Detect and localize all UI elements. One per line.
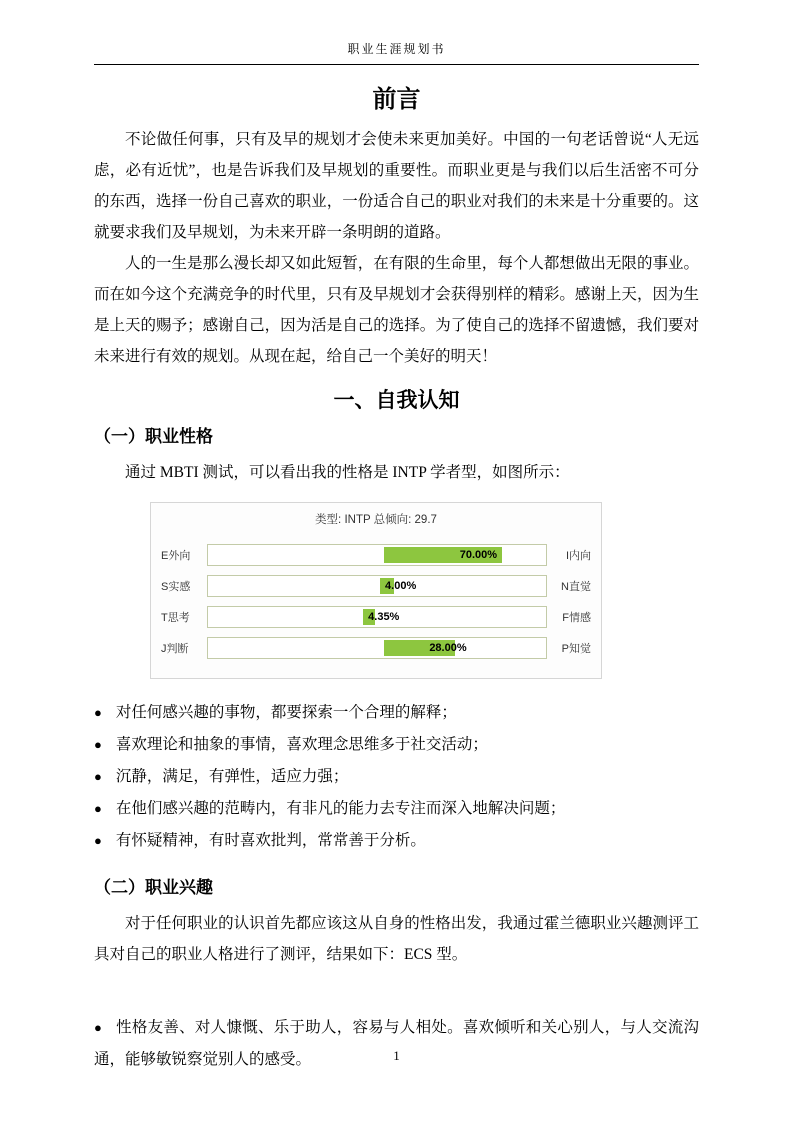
chart-bar-value: 70.00% bbox=[459, 549, 498, 561]
chart-row bbox=[161, 637, 591, 659]
bullet-text: 喜欢理论和抽象的事情，喜欢理念思维多于社交活动； bbox=[115, 736, 488, 753]
interest-paragraph: 对于任何职业的认识首先都应该这从自身的性格出发，我通过霍兰德职业兴趣测评工具对自己的职业人格进行了测评，结果如下：ECS 型。 bbox=[94, 915, 699, 963]
bullet-item bbox=[94, 729, 699, 761]
chart-bar-value: 4.35% bbox=[368, 611, 400, 623]
chart-row bbox=[161, 575, 591, 597]
chart-right-label: N直觉 bbox=[561, 581, 591, 593]
chart-left-label: J判断 bbox=[161, 643, 189, 655]
bullet-item bbox=[94, 697, 699, 729]
bullet-text: 有怀疑精神，有时喜欢批判，常常善于分析。 bbox=[115, 832, 426, 849]
subsection-heading-interest: （二）职业兴趣 bbox=[94, 878, 213, 897]
chart-bar-value: 28.00% bbox=[429, 642, 467, 654]
page-header bbox=[94, 40, 699, 65]
bullet-marker: ● bbox=[94, 737, 102, 752]
personality-bullet-list bbox=[94, 697, 699, 857]
chart-track bbox=[207, 637, 547, 659]
interest-bullet-list bbox=[94, 1012, 699, 1076]
header-title: 职业生涯规划书 bbox=[347, 42, 446, 56]
bullet-marker: ● bbox=[94, 801, 102, 816]
bullet-marker: ● bbox=[94, 1020, 103, 1035]
bullet-marker: ● bbox=[94, 833, 102, 848]
bullet-text: 性格友善、对人慷慨、乐于助人，容易与人相处。喜欢倾听和关心别人，与人交流沟通，能够敏锐察觉别人的感受。 bbox=[94, 1019, 699, 1068]
chart-row bbox=[161, 544, 591, 566]
preface-title: 前言 bbox=[372, 86, 421, 113]
chart-title: 类型: INTP 总倾向: 29.7 bbox=[315, 514, 437, 526]
bullet-text: 在他们感兴趣的范畴内，有非凡的能力去专注而深入地解决问题； bbox=[115, 800, 566, 817]
subsection-heading-personality: （一）职业性格 bbox=[94, 427, 213, 446]
chart-left-label: E外向 bbox=[161, 550, 191, 562]
chart-right-label: F情感 bbox=[562, 612, 591, 624]
bullet-item bbox=[94, 1012, 699, 1076]
chart-bar-value: 4.00% bbox=[385, 580, 417, 592]
personality-intro: 通过 MBTI 测试，可以看出我的性格是 INTP 学者型，如图所示： bbox=[125, 464, 570, 481]
chart-right-label: P知觉 bbox=[561, 643, 591, 655]
bullet-item bbox=[94, 793, 699, 825]
chart-row bbox=[161, 606, 591, 628]
chart-left-label: S实感 bbox=[161, 581, 191, 593]
chart-left-label: T思考 bbox=[161, 612, 190, 624]
section-title-self-cognition: 一、自我认知 bbox=[333, 389, 460, 412]
bullet-item bbox=[94, 825, 699, 857]
chart-track bbox=[207, 575, 547, 597]
bullet-marker: ● bbox=[94, 705, 102, 720]
bullet-marker: ● bbox=[94, 769, 102, 784]
bullet-text: 沉静，满足，有弹性，适应力强； bbox=[115, 768, 349, 785]
mbti-chart bbox=[150, 502, 602, 679]
chart-track bbox=[207, 606, 547, 628]
preface-paragraph: 人的一生是那么漫长却又如此短暂，在有限的生命里，每个人都想做出无限的事业。而在如今这个充满竞争的时代里，只有及早规划才会获得别样的精彩。感谢上天，因为生是上天的赐予；感谢自己，因为活是自己的选择。为了使自己的选择不留遗憾，我们要对未来进行有效的规划。从现在起，给自己一个美好的明天！ bbox=[94, 255, 699, 365]
chart-track bbox=[207, 544, 547, 566]
chart-right-label: I内向 bbox=[565, 550, 591, 562]
bullet-item bbox=[94, 761, 699, 793]
preface-paragraph: 不论做任何事，只有及早的规划才会使未来更加美好。中国的一句老话曾说“人无远虑，必有近忧”，也是告诉我们及早规划的重要性。而职业更是与我们以后生活密不可分的东西，选择一份自己喜欢的职业，一份适合自己的职业对我们的未来是十分重要的。这就要求我们及早规划，为未来开辟一条明朗的道路。 bbox=[94, 131, 699, 241]
page-number: 1 bbox=[393, 1048, 400, 1063]
bullet-text: 对任何感兴趣的事物，都要探索一个合理的解释； bbox=[115, 704, 457, 721]
